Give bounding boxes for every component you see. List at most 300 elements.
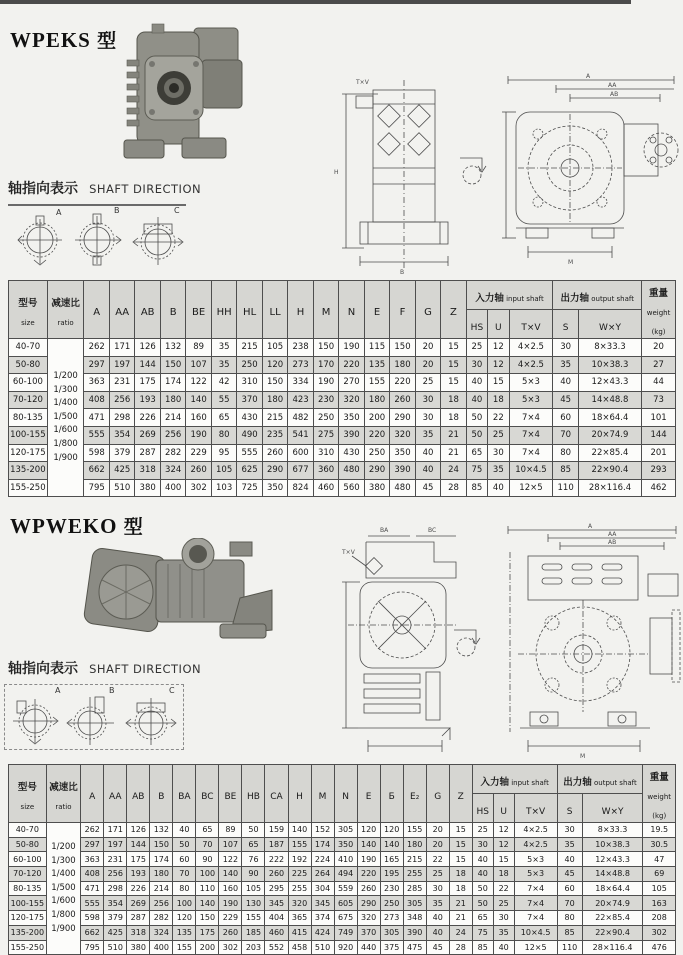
spec-cell: 231: [104, 852, 127, 867]
spec-cell: 30: [466, 356, 487, 374]
spec-cell: 390: [390, 462, 415, 480]
spec-cell: 70: [553, 426, 578, 444]
header-text: A: [89, 792, 96, 802]
spec-cell: 15: [441, 356, 466, 374]
panel-letter: C: [174, 206, 180, 215]
header-text: AB: [140, 307, 155, 318]
wpweko-title-model: WPWEKO: [10, 514, 118, 538]
spec-cell: 65: [211, 409, 236, 427]
spec-cell: 8×33.3: [582, 823, 643, 838]
size-cell: 80-135: [9, 881, 47, 896]
sub-column-header: [514, 794, 557, 823]
size-cell: 70-120: [9, 867, 47, 882]
header-text: weight: [646, 309, 671, 317]
dim-column-header: [242, 765, 265, 823]
spec-cell: 334: [288, 374, 313, 392]
spec-cell: 410: [334, 852, 357, 867]
header-text: BC: [201, 792, 214, 802]
ratio-cell: [47, 339, 84, 497]
header-text: M: [321, 307, 331, 318]
dim-column-header: [426, 765, 449, 823]
dim-label: M: [580, 753, 586, 760]
spec-cell: 126: [127, 823, 150, 838]
spec-cell: 475: [403, 940, 426, 955]
spec-cell: 175: [135, 374, 160, 392]
spec-cell: 174: [150, 852, 173, 867]
spec-cell: 215: [262, 409, 287, 427]
table-row: [9, 391, 676, 409]
dim-column-header: [150, 765, 173, 823]
spec-cell: 28×116.4: [582, 940, 643, 955]
spec-cell: 103: [211, 479, 236, 497]
spec-cell: 45: [415, 479, 440, 497]
spec-cell: 24: [441, 462, 466, 480]
spec-cell: 28: [449, 940, 472, 955]
table-row: [9, 444, 676, 462]
dim-column-header: [313, 281, 338, 339]
spec-cell: 305: [380, 925, 403, 940]
spec-cell: 30: [557, 823, 582, 838]
spec-cell: 12: [488, 339, 509, 357]
spec-cell: 12: [493, 823, 514, 838]
spec-cell: 10×38.3: [578, 356, 641, 374]
spec-cell: 22×90.4: [578, 462, 641, 480]
dim-label: AB: [608, 539, 617, 546]
shaft-diagram-c: [123, 693, 179, 747]
spec-cell: 425: [109, 462, 134, 480]
spec-cell: 150: [196, 911, 219, 926]
spec-cell: 7×4: [509, 444, 553, 462]
spec-cell: 160: [186, 409, 211, 427]
spec-cell: 15: [493, 852, 514, 867]
weight-column-header: [642, 281, 676, 339]
spec-cell: 375: [380, 940, 403, 955]
shaft-direction-cn: 轴指向表示: [8, 661, 78, 677]
spec-cell: 408: [81, 867, 104, 882]
spec-cell: 262: [84, 339, 109, 357]
dim-column-header: [84, 281, 109, 339]
spec-cell: 675: [334, 911, 357, 926]
spec-cell: 423: [288, 391, 313, 409]
spec-cell: 220: [364, 426, 389, 444]
weight-cell: 27: [642, 356, 676, 374]
spec-cell: 30: [415, 391, 440, 409]
spec-cell: 605: [334, 896, 357, 911]
weight-cell: 69: [643, 867, 676, 882]
ratio-value: 1/600: [51, 896, 76, 907]
spec-cell: 180: [160, 391, 185, 409]
table-row: [9, 339, 676, 357]
spec-cell: 80: [553, 444, 578, 462]
header-text: AB: [132, 792, 145, 802]
header-text: S: [562, 322, 569, 333]
spec-cell: 25: [472, 823, 493, 838]
spec-cell: 4×2.5: [509, 356, 553, 374]
spec-cell: 269: [127, 896, 150, 911]
dim-column-header: [186, 281, 211, 339]
spec-cell: 45: [557, 867, 582, 882]
spec-cell: 25: [488, 426, 509, 444]
spec-cell: 260: [390, 391, 415, 409]
input-shaft-group-header: [466, 281, 553, 310]
spec-cell: 795: [81, 940, 104, 955]
spec-cell: 430: [237, 409, 262, 427]
spec-cell: 22: [426, 852, 449, 867]
dim-column-header: [173, 765, 196, 823]
dim-label: T×V: [342, 549, 355, 556]
spec-cell: 130: [242, 896, 265, 911]
header-text: U: [500, 806, 507, 817]
spec-cell: 197: [109, 356, 134, 374]
spec-cell: 15: [441, 374, 466, 392]
wpeks-side-drawing: [328, 72, 468, 277]
spec-cell: 220: [357, 867, 380, 882]
spec-cell: 250: [313, 409, 338, 427]
spec-cell: 298: [104, 881, 127, 896]
spec-cell: 269: [135, 426, 160, 444]
ratio-column-header: [47, 281, 84, 339]
spec-cell: 195: [380, 867, 403, 882]
spec-cell: 50: [472, 896, 493, 911]
spec-cell: 310: [237, 374, 262, 392]
weight-cell: 476: [643, 940, 676, 955]
spec-cell: 21: [441, 444, 466, 462]
spec-cell: 424: [311, 925, 334, 940]
dim-column-header: [211, 281, 236, 339]
spec-cell: 144: [127, 837, 150, 852]
spec-cell: 22×85.4: [578, 444, 641, 462]
spec-cell: 230: [313, 391, 338, 409]
spec-cell: 250: [380, 896, 403, 911]
spec-cell: 482: [288, 409, 313, 427]
wpweko-title-suffix: 型: [123, 517, 144, 538]
spec-cell: 304: [311, 881, 334, 896]
spec-cell: 45: [553, 391, 578, 409]
spec-cell: 190: [339, 339, 364, 357]
shaft-direction-en: SHAFT DIRECTION: [89, 662, 202, 676]
panel-letter: B: [109, 686, 115, 695]
size-cell: 100-155: [9, 426, 48, 444]
spec-cell: 110: [196, 881, 219, 896]
header-text: ratio: [55, 802, 72, 811]
header-text: B: [169, 307, 177, 318]
spec-cell: 76: [242, 852, 265, 867]
header-text: B: [158, 792, 165, 802]
spec-cell: 598: [84, 444, 109, 462]
spec-cell: 298: [109, 409, 134, 427]
spec-cell: 677: [288, 462, 313, 480]
spec-cell: 21: [449, 896, 472, 911]
dim-column-header: [288, 765, 311, 823]
spec-cell: 150: [150, 837, 173, 852]
spec-cell: 4×2.5: [514, 823, 557, 838]
spec-cell: 150: [262, 374, 287, 392]
panel-letter: A: [55, 686, 61, 695]
header-text: Б: [388, 792, 395, 802]
dim-column-header: [160, 281, 185, 339]
spec-cell: 370: [237, 391, 262, 409]
spec-cell: 390: [339, 426, 364, 444]
spec-cell: 40: [553, 374, 578, 392]
spec-cell: 390: [403, 925, 426, 940]
spec-cell: 471: [81, 881, 104, 896]
spec-cell: 374: [311, 911, 334, 926]
header-text: E₂: [410, 792, 420, 802]
spec-cell: 510: [109, 479, 134, 497]
ratio-value: 1/300: [51, 855, 76, 866]
spec-cell: 5×3: [514, 852, 557, 867]
dim-column-header: [390, 281, 415, 339]
spec-cell: 222: [265, 852, 288, 867]
spec-cell: 18: [493, 867, 514, 882]
table-row: [9, 374, 676, 392]
spec-cell: 42: [211, 374, 236, 392]
output-shaft-group-header: [557, 765, 643, 794]
spec-cell: 30: [415, 409, 440, 427]
spec-cell: 480: [390, 479, 415, 497]
spec-cell: 749: [334, 925, 357, 940]
table-row: [9, 837, 676, 852]
spec-cell: 400: [150, 940, 173, 955]
spec-cell: 180: [364, 391, 389, 409]
dim-label: AB: [610, 91, 619, 98]
spec-cell: 35: [557, 837, 582, 852]
spec-cell: 555: [237, 444, 262, 462]
dim-column-header: [237, 281, 262, 339]
spec-cell: 14×48.8: [578, 391, 641, 409]
spec-cell: 122: [186, 374, 211, 392]
panel-letter: C: [169, 686, 175, 695]
spec-cell: 107: [186, 356, 211, 374]
spec-cell: 135: [364, 356, 389, 374]
shaft-diagram-b: [72, 212, 124, 268]
ratio-value: 1/300: [53, 384, 78, 395]
size-cell: 135-200: [9, 925, 47, 940]
spec-cell: 360: [313, 462, 338, 480]
spec-cell: 350: [339, 409, 364, 427]
spec-cell: 40: [415, 462, 440, 480]
header-text: A: [93, 307, 101, 318]
spec-cell: 160: [219, 881, 242, 896]
spec-cell: 40: [472, 867, 493, 882]
spec-cell: 140: [196, 896, 219, 911]
header-text: 出力轴: [560, 292, 589, 304]
header-text: G: [424, 307, 432, 318]
wpweko-front-drawing: [500, 522, 683, 762]
spec-cell: 85: [466, 479, 487, 497]
rotation-symbol: [452, 148, 494, 190]
spec-cell: 190: [313, 374, 338, 392]
weight-cell: 44: [642, 374, 676, 392]
spec-cell: 80: [173, 881, 196, 896]
dim-column-header: [265, 765, 288, 823]
spec-cell: 460: [265, 925, 288, 940]
spec-cell: 5×3: [509, 391, 553, 409]
spec-cell: 354: [104, 896, 127, 911]
ratio-value: 1/200: [53, 371, 78, 382]
spec-cell: 318: [135, 462, 160, 480]
spec-cell: 105: [211, 462, 236, 480]
size-cell: 40-70: [9, 823, 47, 838]
sub-column-header: [472, 794, 493, 823]
top-rule: [0, 0, 631, 4]
ratio-value: 1/500: [53, 411, 78, 422]
spec-cell: 187: [265, 837, 288, 852]
table-row: [9, 479, 676, 497]
spec-cell: 559: [334, 881, 357, 896]
spec-cell: 7×4: [514, 881, 557, 896]
spec-cell: 175: [127, 852, 150, 867]
dim-column-header: [196, 765, 219, 823]
spec-cell: 662: [84, 462, 109, 480]
spec-cell: 105: [262, 339, 287, 357]
spec-cell: 229: [186, 444, 211, 462]
spec-cell: 14×48.8: [582, 867, 643, 882]
spec-cell: 320: [357, 911, 380, 926]
size-cell: 155-250: [9, 479, 48, 497]
spec-cell: 50: [466, 426, 487, 444]
spec-cell: 471: [84, 409, 109, 427]
header-text: W×Y: [599, 322, 621, 333]
dim-label: AA: [608, 531, 617, 538]
spec-cell: 85: [557, 925, 582, 940]
spec-cell: 260: [186, 462, 211, 480]
wpweko-title: [10, 512, 144, 539]
weight-cell: 19.5: [643, 823, 676, 838]
spec-cell: 155: [173, 940, 196, 955]
spec-cell: 144: [135, 356, 160, 374]
header-text: Z: [457, 792, 464, 802]
spec-cell: 45: [426, 940, 449, 955]
header-text: N: [347, 307, 356, 318]
size-cell: 120-175: [9, 444, 48, 462]
spec-cell: 260: [262, 444, 287, 462]
spec-cell: 12×43.3: [578, 374, 641, 392]
spec-cell: 320: [339, 391, 364, 409]
spec-cell: 302: [219, 940, 242, 955]
weight-cell: 302: [643, 925, 676, 940]
spec-cell: 193: [127, 867, 150, 882]
spec-cell: 231: [109, 374, 134, 392]
spec-cell: 725: [237, 479, 262, 497]
size-cell: 80-135: [9, 409, 48, 427]
spec-cell: 425: [104, 925, 127, 940]
wpweko-shaft-direction-label: [8, 658, 201, 678]
spec-cell: 12×5: [514, 940, 557, 955]
spec-cell: 297: [81, 837, 104, 852]
spec-cell: 75: [472, 925, 493, 940]
sub-column-header: [488, 310, 509, 339]
spec-cell: 10×4.5: [509, 462, 553, 480]
spec-cell: 18: [488, 391, 509, 409]
spec-cell: 30: [426, 881, 449, 896]
spec-cell: 20×74.9: [582, 896, 643, 911]
weight-cell: 47: [643, 852, 676, 867]
spec-cell: 440: [357, 940, 380, 955]
spec-cell: 170: [313, 356, 338, 374]
weight-cell: 73: [642, 391, 676, 409]
header-text: (kg): [652, 812, 667, 820]
spec-cell: 122: [219, 852, 242, 867]
header-text: H: [296, 307, 305, 318]
header-text: E: [365, 792, 372, 802]
spec-cell: 35: [211, 356, 236, 374]
spec-cell: 171: [104, 823, 127, 838]
ratio-value: 1/900: [51, 923, 76, 934]
spec-cell: 25: [415, 374, 440, 392]
header-text: HB: [246, 792, 260, 802]
dim-column-header: [380, 765, 403, 823]
spec-cell: 132: [160, 339, 185, 357]
spec-cell: 35: [415, 426, 440, 444]
spec-cell: 379: [104, 911, 127, 926]
spec-cell: 60: [173, 852, 196, 867]
spec-cell: 80: [557, 911, 582, 926]
spec-cell: 18: [449, 867, 472, 882]
spec-cell: 203: [242, 940, 265, 955]
spec-cell: 255: [288, 881, 311, 896]
spec-cell: 70: [196, 837, 219, 852]
spec-cell: 140: [357, 837, 380, 852]
spec-cell: 132: [150, 823, 173, 838]
spec-cell: 224: [311, 852, 334, 867]
spec-cell: 220: [390, 374, 415, 392]
spec-cell: 560: [339, 479, 364, 497]
dim-column-header: [364, 281, 389, 339]
spec-cell: 35: [493, 925, 514, 940]
spec-cell: 28×116.4: [578, 479, 641, 497]
spec-cell: 174: [160, 374, 185, 392]
spec-cell: 15: [488, 374, 509, 392]
spec-cell: 625: [237, 462, 262, 480]
spec-cell: 200: [196, 940, 219, 955]
spec-cell: 20: [415, 339, 440, 357]
spec-cell: 193: [135, 391, 160, 409]
spec-cell: 185: [242, 925, 265, 940]
dim-label: A: [586, 73, 591, 80]
spec-cell: 197: [104, 837, 127, 852]
table-row: [9, 867, 676, 882]
spec-cell: 264: [311, 867, 334, 882]
spec-cell: 215: [403, 852, 426, 867]
spec-cell: 40: [426, 925, 449, 940]
spec-cell: 598: [81, 911, 104, 926]
spec-cell: 90: [242, 867, 265, 882]
spec-cell: 324: [150, 925, 173, 940]
table-row: [9, 852, 676, 867]
spec-cell: 100: [196, 867, 219, 882]
dim-column-header: [288, 281, 313, 339]
spec-cell: 5×3: [514, 867, 557, 882]
spec-cell: 89: [186, 339, 211, 357]
spec-cell: 60: [557, 881, 582, 896]
spec-cell: 348: [403, 911, 426, 926]
spec-cell: 22×85.4: [582, 911, 643, 926]
size-cell: 50-80: [9, 356, 48, 374]
dim-column-header: [415, 281, 440, 339]
spec-cell: 100: [173, 896, 196, 911]
header-text: CA: [270, 792, 283, 802]
spec-cell: 7×4: [509, 426, 553, 444]
sub-column-header: [509, 310, 553, 339]
sub-column-header: [553, 310, 578, 339]
spec-cell: 370: [357, 925, 380, 940]
spec-cell: 260: [219, 925, 242, 940]
spec-cell: 115: [364, 339, 389, 357]
header-text: output shaft: [591, 778, 637, 787]
spec-cell: 226: [127, 881, 150, 896]
dim-column-header: [135, 281, 160, 339]
